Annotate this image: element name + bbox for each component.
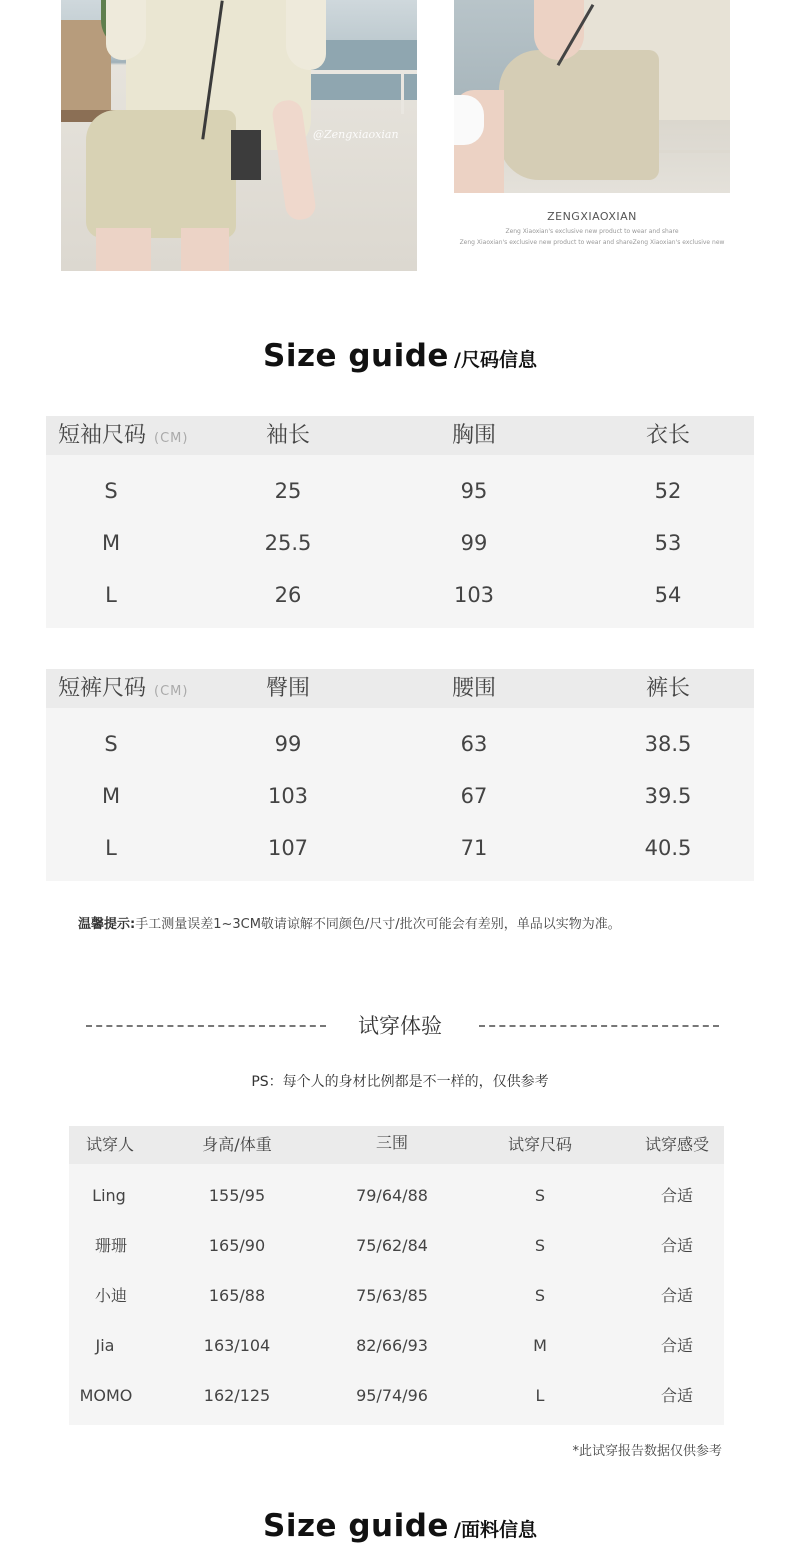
value-cell: 103 — [267, 784, 309, 808]
top-table-title: 短袖尺码 (CM) — [58, 423, 189, 448]
brand-subline-1: Zeng Xiaoxian's exclusive new product to wear and share — [505, 228, 679, 235]
header-fit-feeling: 试穿感受 — [644, 1135, 710, 1154]
tryon-ps-note: PS：每个人的身材比例都是不一样的，仅供参考 — [251, 1074, 549, 1090]
tryon-footnote: *此试穿报告数据仅供参考 — [572, 1444, 722, 1459]
measurements: 82/66/93 — [356, 1336, 428, 1355]
fit-feeling: 合适 — [660, 1386, 694, 1405]
tester-name: Jia — [95, 1336, 115, 1355]
notice-label: 温馨提示: — [78, 917, 136, 932]
size-guide-heading — [0, 338, 800, 374]
header-sleeve-length: 袖长 — [265, 423, 311, 448]
shorts-size-table-header — [46, 669, 754, 708]
height-weight: 165/88 — [208, 1286, 266, 1305]
tried-size: S — [534, 1286, 546, 1305]
tester-name: MOMO — [79, 1386, 133, 1405]
header-tester: 试穿人 — [85, 1135, 135, 1154]
table-row — [46, 718, 754, 770]
photo-watermark: @Zengxiaoxian — [313, 128, 399, 141]
fit-feeling: 合适 — [660, 1286, 694, 1305]
size-cell: L — [105, 836, 117, 860]
fit-feeling: 合适 — [660, 1236, 694, 1255]
fit-feeling: 合适 — [660, 1336, 694, 1355]
measurements: 75/63/85 — [356, 1286, 428, 1305]
header-height-weight: 身高/体重 — [202, 1135, 272, 1154]
value-cell: 54 — [654, 583, 682, 607]
header-measurements: 三围 — [375, 1133, 409, 1152]
tryon-title: 试穿体验 — [358, 1014, 442, 1038]
height-weight: 165/90 — [208, 1236, 266, 1255]
tried-size: M — [533, 1336, 547, 1355]
fit-feeling: 合适 — [660, 1186, 694, 1205]
height-weight: 155/95 — [208, 1186, 266, 1205]
header-pants-length: 裤长 — [645, 676, 691, 701]
shorts-table-title: 短裤尺码 (CM) — [58, 676, 189, 701]
value-cell: 63 — [460, 732, 488, 756]
table-row — [46, 770, 754, 822]
header-chest: 胸围 — [451, 423, 497, 448]
top-size-table-header — [46, 416, 754, 455]
model-photo-right — [454, 0, 730, 193]
brand-name: ZENGXIAOXIAN — [547, 210, 637, 223]
tester-name: 小迪 — [94, 1286, 128, 1305]
table-row — [69, 1270, 724, 1321]
tried-size: S — [534, 1186, 546, 1205]
unit-label: (CM) — [154, 431, 189, 446]
header-tried-size: 试穿尺码 — [507, 1135, 573, 1154]
size-guide-cn: /尺码信息 — [454, 349, 537, 371]
tryon-table-header — [69, 1126, 724, 1164]
top-size-table — [46, 416, 754, 628]
value-cell: 40.5 — [644, 836, 692, 860]
size-cell: M — [101, 784, 121, 808]
table-row — [69, 1370, 724, 1421]
table-row — [46, 517, 754, 569]
height-weight: 162/125 — [203, 1386, 271, 1405]
size-guide-en: Size guide — [263, 1508, 449, 1544]
value-cell: 38.5 — [644, 732, 692, 756]
value-cell: 39.5 — [644, 784, 692, 808]
value-cell: 26 — [274, 583, 302, 607]
measurements: 75/62/84 — [356, 1236, 428, 1255]
value-cell: 25 — [274, 479, 302, 503]
table-row — [46, 822, 754, 874]
value-cell: 67 — [460, 784, 488, 808]
header-waist: 腰围 — [451, 676, 497, 701]
unit-label: (CM) — [154, 684, 189, 699]
value-cell: 52 — [654, 479, 682, 503]
tryon-heading — [0, 1012, 800, 1040]
measurement-notice — [78, 913, 621, 932]
tryon-table — [69, 1126, 724, 1425]
size-guide-en: Size guide — [263, 338, 449, 374]
fabric-guide-heading — [0, 1508, 800, 1544]
value-cell: 95 — [460, 479, 488, 503]
table-row — [46, 569, 754, 621]
tried-size: L — [535, 1386, 545, 1405]
value-cell: 71 — [460, 836, 488, 860]
value-cell: 25.5 — [264, 531, 312, 555]
value-cell: 53 — [654, 531, 682, 555]
value-cell: 99 — [460, 531, 488, 555]
measurements: 79/64/88 — [356, 1186, 428, 1205]
table-row — [46, 465, 754, 517]
size-cell: S — [104, 479, 118, 503]
table-row — [69, 1320, 724, 1371]
value-cell: 99 — [274, 732, 302, 756]
notice-text: 手工测量误差1~3CM敬请谅解不同颜色/尺寸/批次可能会有差别，单品以实物为准。 — [135, 917, 621, 932]
brand-subline-2: Zeng Xiaoxian's exclusive new product to wear and shareZeng Xiaoxian's exclusive new — [459, 239, 725, 246]
tester-name: Ling — [92, 1186, 126, 1205]
size-cell: M — [101, 531, 121, 555]
size-cell: S — [104, 732, 118, 756]
model-photo-left — [61, 0, 417, 271]
height-weight: 163/104 — [203, 1336, 271, 1355]
size-cell: L — [105, 583, 117, 607]
header-hip: 臀围 — [265, 676, 311, 701]
measurements: 95/74/96 — [356, 1386, 428, 1405]
table-row — [69, 1170, 724, 1221]
tester-name: 珊珊 — [94, 1236, 128, 1255]
tried-size: S — [534, 1236, 546, 1255]
value-cell: 103 — [453, 583, 495, 607]
brand-caption — [454, 210, 730, 248]
value-cell: 107 — [267, 836, 309, 860]
header-length: 衣长 — [645, 423, 691, 448]
fabric-info-cn: /面料信息 — [454, 1519, 537, 1541]
shorts-size-table — [46, 669, 754, 881]
table-row — [69, 1220, 724, 1271]
divider-right — [479, 1025, 719, 1027]
